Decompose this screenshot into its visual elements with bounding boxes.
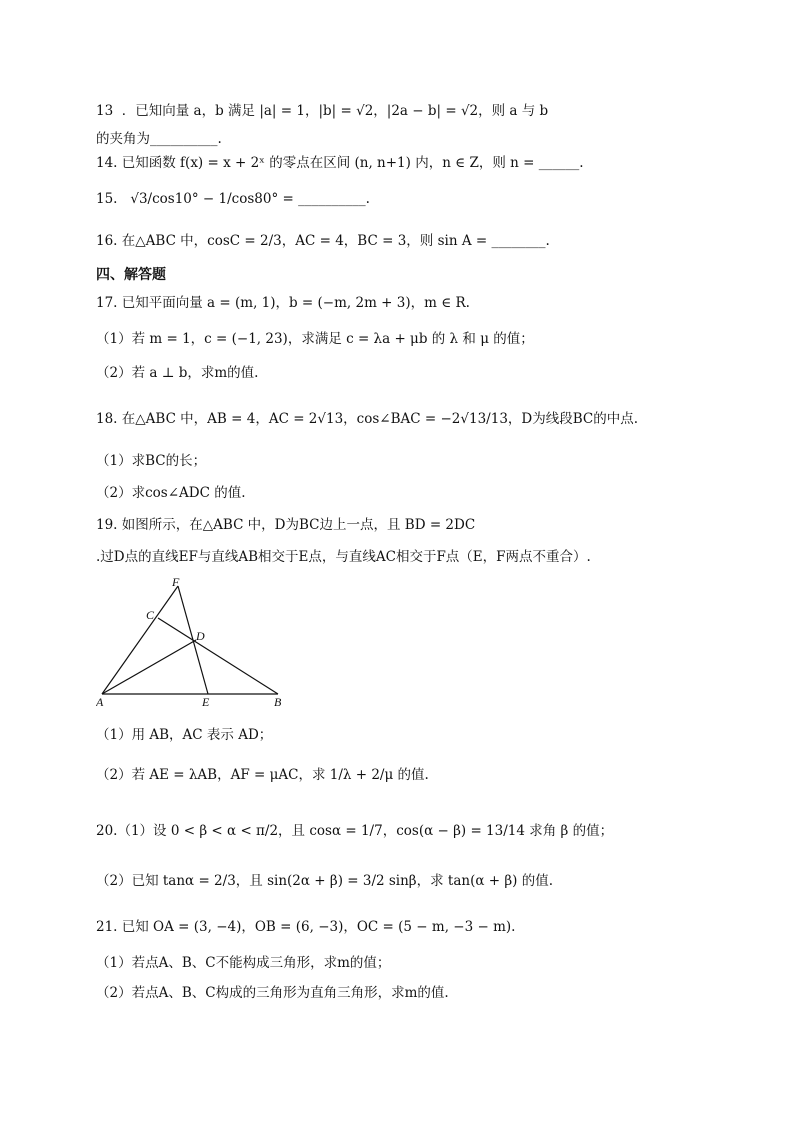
point-label-A: A (96, 695, 104, 709)
triangle-figure (96, 576, 296, 711)
question-19-line-2: .过D点的直线EF与直线AB相交于E点，与直线AC相交于F点（E，F两点不重合）. (96, 549, 591, 565)
point-label-D: D (196, 629, 205, 643)
question-21-part-2: （2）若点A、B、C构成的三角形为直角三角形，求m的值. (96, 985, 449, 1001)
question-17-part-2: （2）若 a ⊥ b，求m的值. (96, 365, 259, 381)
question-18-part-1: （1）求BC的长； (96, 453, 207, 469)
question-13-line-1: 13 ．已知向量 a，b 满足 |a| = 1，|b| = √2，|2a − b| = √2，则 a 与 b (96, 103, 549, 119)
question-15: 15. √3/cos10° − 1/cos80° = __________. (96, 191, 370, 207)
question-18-part-2: （2）求cos∠ADC 的值. (96, 485, 246, 501)
question-16: 16. 在△ABC 中，cosC = 2/3，AC = 4，BC = 3，则 sin A = ________. (96, 233, 550, 249)
question-19-part-1: （1）用 AB，AC 表示 AD； (96, 727, 273, 743)
segment-AF (102, 586, 178, 694)
segment-CB (158, 618, 278, 694)
question-17: 17. 已知平面向量 a = (m, 1)，b = (−m, 2m + 3)，m ∈ R. (96, 295, 470, 311)
question-20-part-2: （2）已知 tanα = 2/3，且 sin(2α + β) = 3/2 sinβ，求 tan(α + β) 的值. (96, 873, 554, 889)
section-heading: 四、解答题 (96, 267, 166, 283)
question-18: 18. 在△ABC 中，AB = 4，AC = 2√13，cos∠BAC = −2√13/13，D为线段BC的中点. (96, 411, 639, 427)
question-19-line-1: 19. 如图所示，在△ABC 中，D为BC边上一点，且 BD = 2DC (96, 517, 476, 533)
point-label-B: B (274, 695, 282, 709)
question-17-part-1: （1）若 m = 1，c = (−1, 23)，求满足 c = λa + μb 的 λ 和 μ 的值； (96, 331, 534, 347)
question-14: 14. 已知函数 f(x) = x + 2ˣ 的零点在区间 (n, n+1) 内，n ∈ Z，则 n = ______. (96, 155, 584, 171)
question-21-part-1: （1）若点A、B、C不能构成三角形，求m的值； (96, 955, 391, 971)
question-19-part-2: （2）若 AE = λAB，AF = μAC，求 1/λ + 2/μ 的值. (96, 767, 429, 783)
question-21: 21. 已知 OA = (3, −4)，OB = (6, −3)，OC = (5 − m, −3 − m). (96, 919, 516, 935)
point-label-E: E (202, 695, 210, 709)
question-20-part-1: 20.（1）设 0 < β < α < π/2，且 cosα = 1/7，cos(α − β) = 13/14 求角 β 的值； (96, 823, 614, 839)
point-label-F: F (172, 576, 180, 589)
segment-AD (102, 640, 196, 694)
point-label-C: C (146, 608, 155, 622)
question-13-line-2: 的夹角为__________. (96, 131, 222, 147)
